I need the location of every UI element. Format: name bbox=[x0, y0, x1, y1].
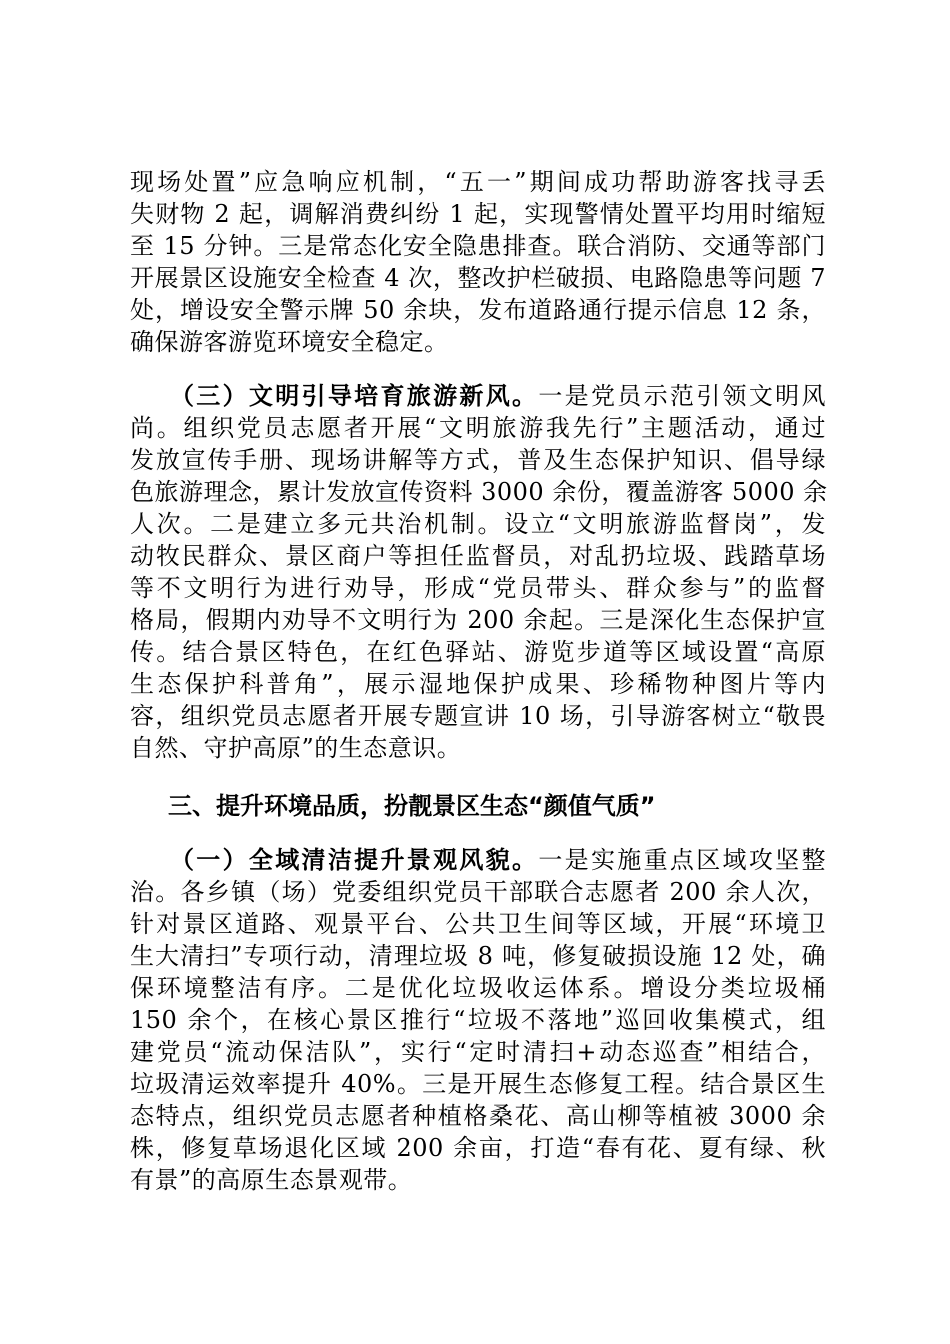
document-page bbox=[130, 166, 826, 1196]
text-line: 针对景区道路、观景平台、公共卫生间等区域，开展“环境卫 bbox=[130, 910, 826, 938]
text-line bbox=[130, 380, 826, 412]
text-line: 生态保护科普角”，展示湿地保护成果、珍稀物种图片等内 bbox=[130, 670, 826, 698]
paragraph-safety-continued bbox=[130, 166, 826, 358]
section-heading: 三、提升环境品质，扮靓景区生态“颜值气质” bbox=[168, 792, 656, 820]
text-line: 动牧民群众、景区商户等担任监督员，对乱扔垃圾、践踏草场 bbox=[130, 542, 826, 570]
text-line: 失财物 2 起，调解消费纠纷 1 起，实现警情处置平均用时缩短 bbox=[130, 200, 826, 228]
text-line: 处，增设安全警示牌 50 余块，发布道路通行提示信息 12 条， bbox=[130, 296, 826, 324]
text-line: 现场处置”应急响应机制，“五一”期间成功帮助游客找寻丢 bbox=[130, 168, 826, 196]
text-line: 确保游客游览环境安全稳定。 bbox=[130, 328, 449, 356]
text-line bbox=[130, 844, 826, 876]
text-line: 尚。组织党员志愿者开展“文明旅游我先行”主题活动，通过 bbox=[130, 414, 826, 442]
text-line: 发放宣传手册、现场讲解等方式，普及生态保护知识、倡导绿 bbox=[130, 446, 826, 474]
text-line: 保环境整洁有序。二是优化垃圾收运体系。增设分类垃圾桶 bbox=[130, 974, 826, 1002]
text-line: 人次。二是建立多元共治机制。设立“文明旅游监督岗”，发 bbox=[130, 510, 826, 538]
section-subtitle: （三）文明引导培育旅游新风。 bbox=[170, 381, 539, 410]
text-line: 有景”的高原生态景观带。 bbox=[130, 1166, 413, 1194]
text-line: 治。各乡镇（场）党委组织党员干部联合志愿者 200 余人次， bbox=[130, 878, 826, 906]
text-line: 开展景区设施安全检查 4 次，整改护栏破损、电路隐患等问题 7 bbox=[130, 264, 826, 292]
paragraph-civilized-tourism bbox=[130, 380, 826, 764]
text-line: 自然、守护高原”的生态意识。 bbox=[130, 734, 462, 762]
text-line: 容，组织党员志愿者开展专题宣讲 10 场，引导游客树立“敬畏 bbox=[130, 702, 826, 730]
paragraph-clean-environment bbox=[130, 844, 826, 1196]
text-line: 建党员“流动保洁队”，实行“定时清扫+动态巡查”相结合， bbox=[130, 1038, 826, 1066]
text-line: 等不文明行为进行劝导，形成“党员带头、群众参与”的监督 bbox=[130, 574, 826, 602]
text-line: 格局，假期内劝导不文明行为 200 余起。三是深化生态保护宣 bbox=[130, 606, 826, 634]
text-line: 色旅游理念，累计发放宣传资料 3000 余份，覆盖游客 5000 余 bbox=[130, 478, 828, 506]
text-line: 态特点，组织党员志愿者种植格桑花、高山柳等植被 3000 余 bbox=[130, 1102, 826, 1130]
section-subtitle: （一）全域清洁提升景观风貌。 bbox=[170, 845, 539, 874]
text-line: 生大清扫”专项行动，清理垃圾 8 吨，修复破损设施 12 处，确 bbox=[130, 942, 826, 970]
text-line: 150 余个，在核心景区推行“垃圾不落地”巡回收集模式，组 bbox=[130, 1006, 826, 1034]
text-line: 垃圾清运效率提升 40%。三是开展生态修复工程。结合景区生 bbox=[130, 1070, 826, 1098]
text-line: 至 15 分钟。三是常态化安全隐患排查。联合消防、交通等部门 bbox=[130, 232, 826, 260]
text-line: 株，修复草场退化区域 200 余亩，打造“春有花、夏有绿、秋 bbox=[130, 1134, 826, 1162]
text-line: 传。结合景区特色，在红色驿站、游览步道等区域设置“高原 bbox=[130, 638, 826, 666]
text-span: 一是党员示范引领文明风 bbox=[538, 382, 826, 410]
text-span: 一是实施重点区域攻坚整 bbox=[538, 846, 826, 874]
